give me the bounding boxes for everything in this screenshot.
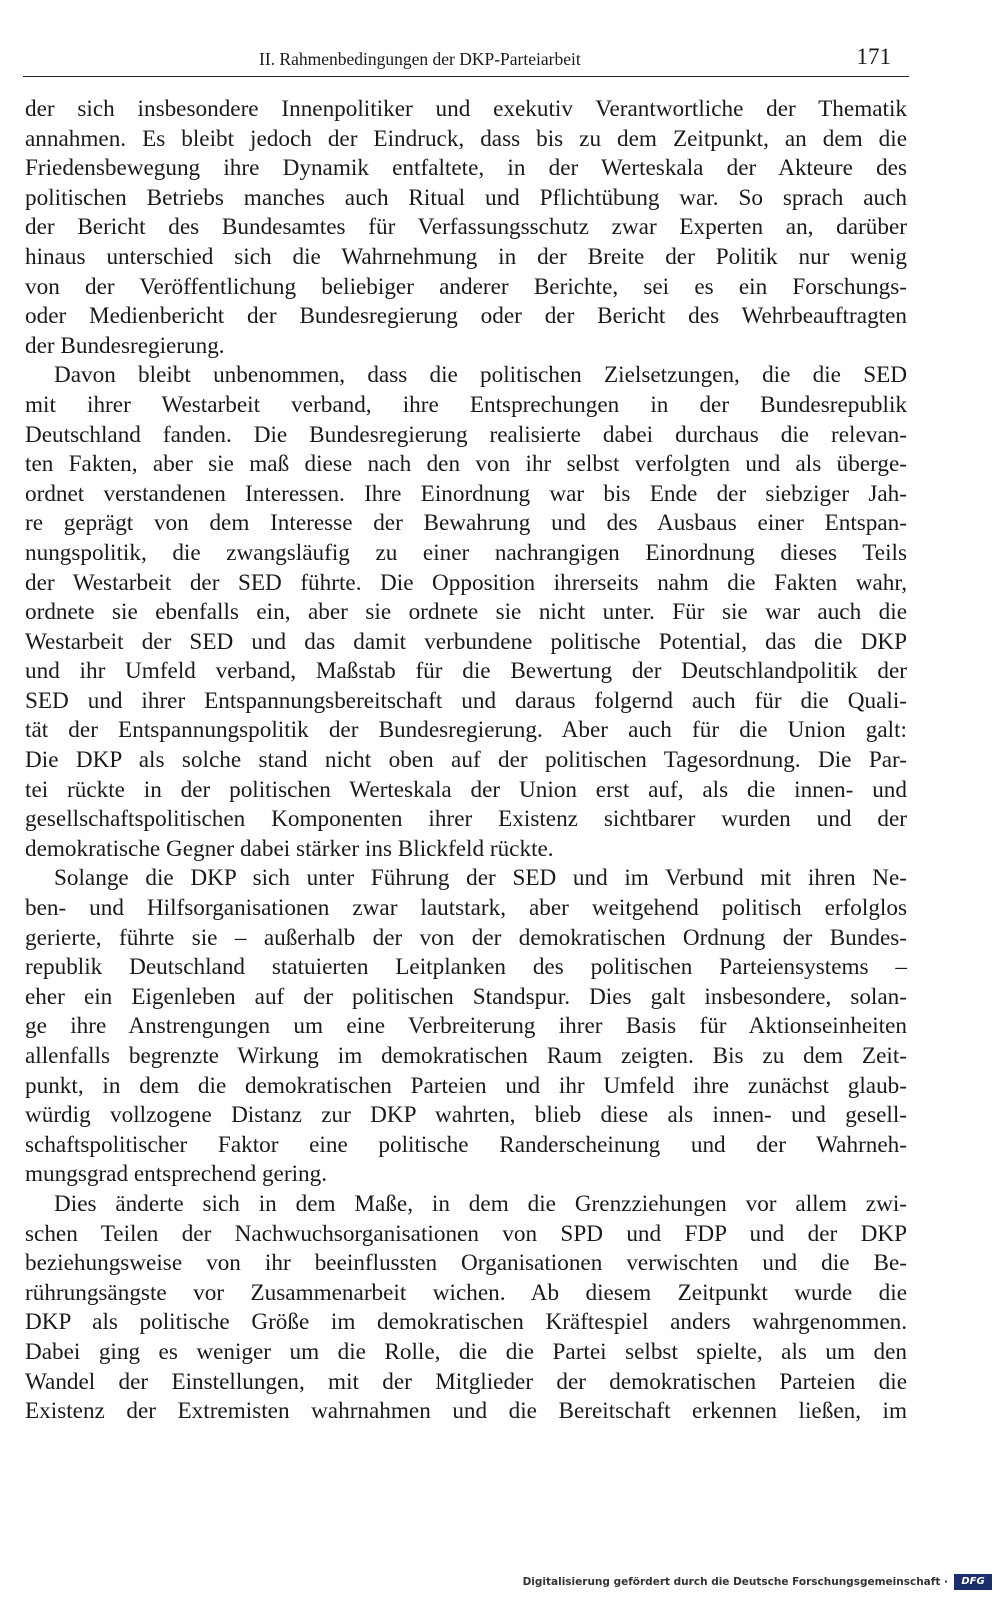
text-line: gesellschaftspolitischen Komponenten ihrer Existenz sichtbarer wurden und der (25, 806, 907, 833)
body-text (25, 95, 907, 1427)
text-line: Wandel der Einstellungen, mit der Mitglieder der demokratischen Parteien die (25, 1368, 907, 1395)
text-line: tei rückte in der politischen Werteskala der Union erst auf, als die innen- und (25, 776, 907, 803)
text-line: rührungsängste vor Zusammenarbeit wichen. Ab diesem Zeitpunkt wurde die (25, 1279, 907, 1306)
text-line: mit ihrer Westarbeit verband, ihre Entsprechungen in der Bundesrepublik (25, 391, 907, 418)
text-line: würdig vollzogene Distanz zur DKP wahrten, blieb diese als innen- und gesell- (25, 1102, 907, 1129)
text-line: der Bundesregierung. (25, 332, 225, 359)
text-line: allenfalls begrenzte Wirkung im demokratischen Raum zeigten. Bis zu dem Zeit- (25, 1043, 907, 1069)
page-number: 171 (856, 44, 891, 69)
text-line: ordnet verstandenen Interessen. Ihre Einordnung war bis Ende der siebziger Jah- (25, 480, 907, 507)
text-line: politischen Betriebs manches auch Ritual und Pflichtübung war. So sprach auch (25, 184, 907, 211)
text-line: ben- und Hilfsorganisationen zwar lautstark, aber weitgehend politisch erfolglos (25, 895, 907, 922)
text-line: demokratische Gegner dabei stärker ins Blickfeld rückte. (25, 835, 554, 862)
text-line: von der Veröffentlichung beliebiger anderer Berichte, sei es ein Forschungs- (25, 273, 907, 300)
text-line: der Bericht des Bundesamtes für Verfassungsschutz zwar Experten an, darüber (25, 214, 907, 241)
text-line: SED und ihrer Entspannungsbereitschaft und daraus folgernd auch für die Quali- (25, 687, 907, 714)
text-line: der sich insbesondere Innenpolitiker und exekutiv Verantwortliche der Thematik (25, 96, 907, 122)
digitization-credit: Digitalisierung gefördert durch die Deutsche Forschungsgemeinschaft · (522, 1576, 948, 1588)
text-line: schen Teilen der Nachwuchsorganisationen von SPD und FDP und der DKP (25, 1220, 907, 1247)
text-line: gerierte, führte sie – außerhalb der von der demokratischen Ordnung der Bundes- (25, 924, 907, 951)
text-line: Deutschland fanden. Die Bundesregierung realisierte dabei durchaus die relevan- (25, 421, 907, 448)
paragraph-first-line: Davon bleibt unbenommen, dass die politischen Zielsetzungen, die die SED (54, 362, 907, 389)
text-line: beziehungsweise von ihr beeinflussten Organisationen verwischten und die Be- (25, 1250, 907, 1277)
text-line: ordnete sie ebenfalls ein, aber sie ordnete sie nicht unter. Für sie war auch die (25, 599, 907, 626)
text-line: Die DKP als solche stand nicht oben auf der politischen Tagesordnung. Die Par- (25, 747, 907, 774)
text-line: hinaus unterschied sich die Wahrnehmung in der Breite der Politik nur wenig (25, 243, 907, 270)
text-line: Friedensbewegung ihre Dynamik entfaltete, in der Werteskala der Akteure des (25, 155, 907, 182)
text-line: annahmen. Es bleibt jedoch der Eindruck, dass bis zu dem Zeitpunkt, an dem die (25, 125, 907, 152)
text-line: und ihr Umfeld verband, Maßstab für die Bewertung der Deutschlandpolitik der (25, 658, 907, 685)
paragraph-first-line: Dies änderte sich in dem Maße, in dem die Grenzziehungen vor allem zwi- (54, 1190, 907, 1217)
text-line: DKP als politische Größe im demokratischen Kräftespiel anders wahrgenommen. (25, 1309, 907, 1336)
text-line: der Westarbeit der SED führte. Die Opposition ihrerseits nahm die Fakten wahr, (25, 569, 907, 596)
text-line: ge ihre Anstrengungen um eine Verbreiterung ihrer Basis für Aktionseinheiten (25, 1013, 907, 1040)
page-header (23, 46, 909, 77)
paragraph-first-line: Solange die DKP sich unter Führung der SED und im Verbund mit ihren Ne- (54, 865, 907, 892)
text-line: Existenz der Extremisten wahrnahmen und die Bereitschaft erkennen ließen, im (25, 1398, 907, 1425)
text-line: punkt, in dem die demokratischen Parteien und ihr Umfeld ihre zunächst glaub- (25, 1072, 907, 1099)
text-line: oder Medienbericht der Bundesregierung oder der Bericht des Wehrbeauftragten (25, 303, 907, 330)
text-line: republik Deutschland statuierten Leitplanken des politischen Parteiensystems – (25, 954, 907, 981)
dfg-logo: DFG (954, 1574, 992, 1590)
text-line: re geprägt von dem Interesse der Bewahrung und des Ausbaus einer Entspan- (25, 510, 907, 537)
text-line: Westarbeit der SED und das damit verbundene politische Potential, das die DKP (25, 628, 907, 655)
text-line: tät der Entspannungspolitik der Bundesregierung. Aber auch für die Union galt: (25, 717, 907, 744)
text-line: mungsgrad entsprechend gering. (25, 1161, 327, 1188)
text-line: nungspolitik, die zwangsläufig zu einer nachrangigen Einordnung dieses Teils (25, 539, 907, 566)
text-line: Dabei ging es weniger um die Rolle, die die Partei selbst spielte, als um den (25, 1338, 907, 1365)
running-head: II. Rahmenbedingungen der DKP-Parteiarbeit (259, 49, 581, 69)
text-line: eher ein Eigenleben auf der politischen Standspur. Dies galt insbesondere, solan- (25, 983, 907, 1010)
text-line: ten Fakten, aber sie maß diese nach den von ihr selbst verfolgten und als überge- (25, 451, 907, 478)
text-line: schaftspolitischer Faktor eine politische Randerscheinung und der Wahrneh- (25, 1131, 907, 1158)
